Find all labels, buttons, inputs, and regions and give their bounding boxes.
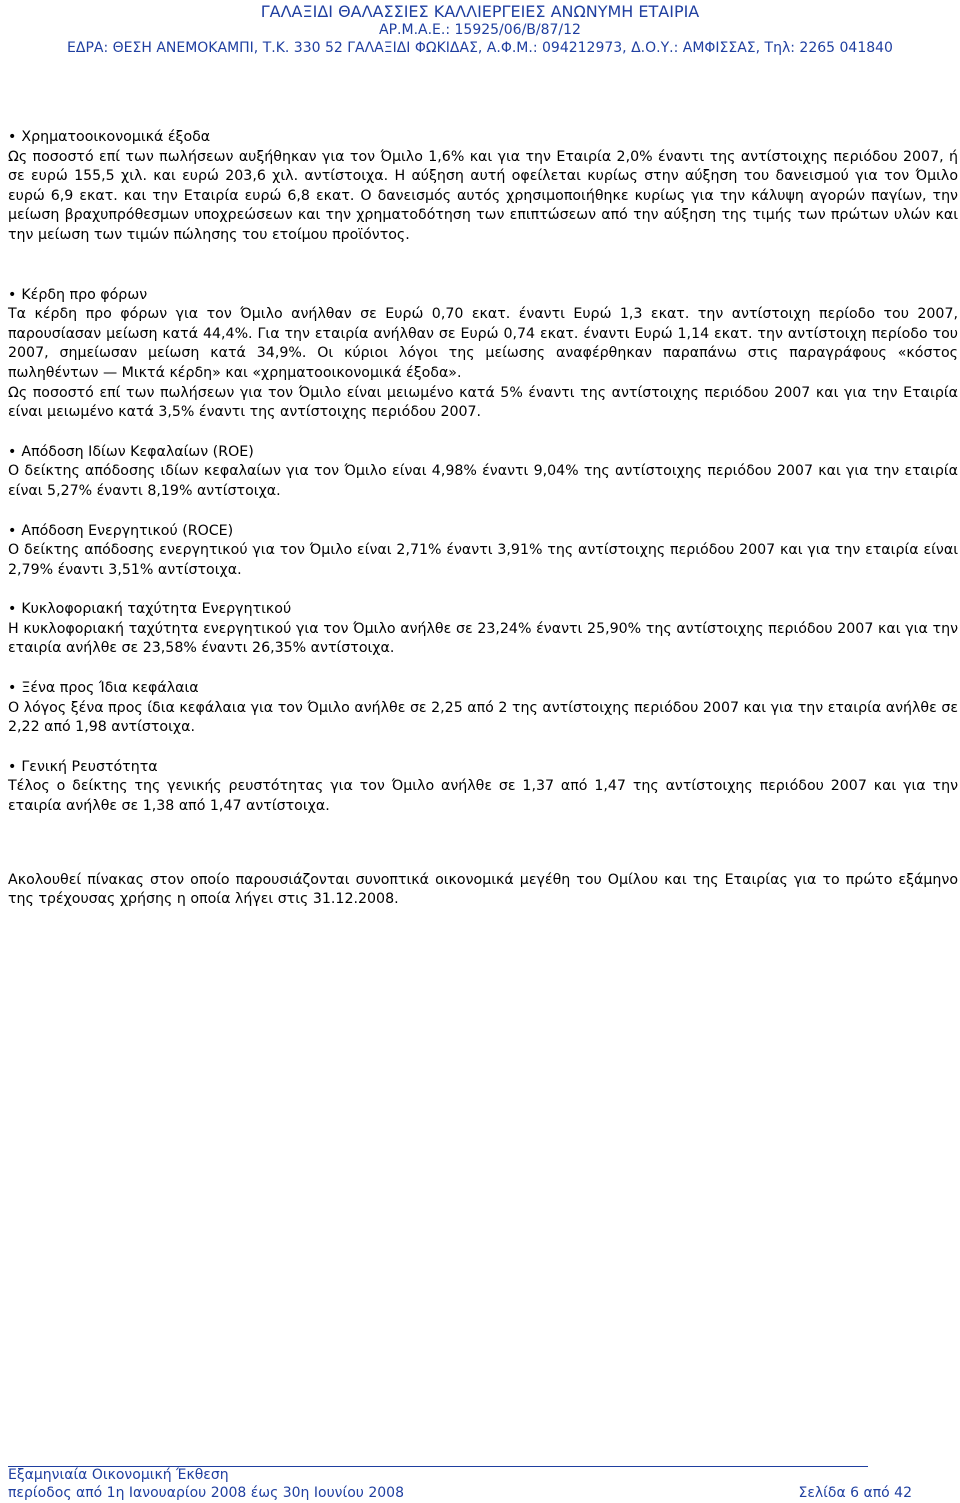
page-number: Σελίδα 6 από 42 [798,1485,912,1501]
section-paragraph: Ο δείκτης απόδοσης ιδίων κεφαλαίων για τον Όμιλο είναι 4,98% έναντι 9,04% της αντίστοιχης περιόδου 2007 και για την εταιρία είναι 5,27% έναντι 8,19% αντίστοιχα. [8,463,958,499]
company-name: ΓΑΛΑΞΙΔΙ ΘΑΛΑΣΣΙΕΣ ΚΑΛΛΙΕΡΓΕΙΕΣ ΑΝΩΝΥΜΗ ΕΤΑΙΡΙΑ [260,2,700,21]
section-paragraph: Ο δείκτης απόδοσης ενεργητικού για τον Όμιλο είναι 2,71% έναντι 3,91% της αντίστοιχης περιόδου 2007 και για την εταιρία είναι 2,79% έναντι 3,51% αντίστοιχα. [8,542,958,578]
footer-report-title: Εξαμηνιαία Οικονομική Έκθεση [8,1467,229,1483]
section-paragraph: Η κυκλοφοριακή ταχύτητα ενεργητικού για τον Όμιλο ανήλθε σε 23,24% έναντι 25,90% της αντίστοιχης περιόδου 2007 και για την εταιρία ανήλθε σε 23,58% έναντι 26,35% αντίστοιχα. [8,620,958,657]
section-asset-turnover [8,600,958,659]
section-heading: • Χρηματοοικονομικά έξοδα [8,128,958,148]
section-heading: • Κέρδη προ φόρων [8,286,958,306]
document-footer [8,1466,912,1502]
registry-number: ΑΡ.Μ.Α.Ε.: 15925/06/Β/87/12 [379,22,581,38]
footer-divider [8,1466,868,1467]
section-heading: • Ξένα προς Ίδια κεφάλαια [8,679,958,699]
section-paragraph: Ως ποσοστό επί των πωλήσεων αυξήθηκαν για τον Όμιλο 1,6% και για την Εταιρία 2,0% έναντι της αντίστοιχης περιόδου 2007, ή σε ευρώ 155,5 χιλ. και ευρώ 203,6 χιλ. αντίστοιχα. Η αύξηση αυτή οφείλεται κυρίως στην αύξηση του δανεισμού για τον Όμιλο ευρώ 6,9 εκατ. και την Εταιρία ευρώ 6,8 εκατ. Ο δανεισμός αυτός χρησιμοποιήθηκε κυρίως για την κάλυψη αγορών παγίων, την μείωση βραχυπρόθεσμων υποχρεώσεων και την χρηματοδότηση των επιπτώσεων από την αύξηση της τιμής των πρώτων υλών και την μείωση των τιμών πώλησης του ετοίμου προϊόντος. [8,148,958,243]
section-heading: • Γενική Ρευστότητα [8,758,958,778]
document-header [0,2,960,57]
section-financial-expenses [8,128,958,246]
section-paragraph: Τα κέρδη προ φόρων για τον Όμιλο ανήλθαν σε Ευρώ 0,70 εκατ. έναντι Ευρώ 1,3 εκατ. την αντίστοιχη περίοδο του 2007, παρουσίασαν μείωση κατά 44,4%. Για την εταιρία ανήλθαν σε Ευρώ 0,74 εκατ. έναντι Ευρώ 1,14 εκατ. την αντίστοιχη περίοδο του 2007, σημείωσαν μείωση κατά 34,9%. Οι κύριοι λόγοι της μείωσης αναφέρθηκαν παραπάνω στις παραγράφους «κόστος πωληθέντων — Μικτά κέρδη» και «χρηματοοικονομικά έξοδα». [8,306,958,381]
closing-paragraph: Ακολουθεί πίνακας στον οποίο παρουσιάζονται συνοπτικά οικονομικά μεγέθη του Ομίλου και της Εταιρίας για το πρώτο εξάμηνο της τρέχουσας χρήσης η οποία λήγει στις 31.12.2008. [8,871,958,908]
section-heading: • Απόδοση Ενεργητικού (ROCE) [8,522,958,542]
footer-period: περίοδος από 1η Ιανουαρίου 2008 έως 30η Ιουνίου 2008 [8,1485,404,1501]
company-address: ΕΔΡΑ: ΘΕΣΗ ΑΝΕΜΟΚΑΜΠΙ, Τ.Κ. 330 52 ΓΑΛΑΞΙΔΙ ΦΩΚΙΔΑΣ, Α.Φ.Μ.: 094212973, Δ.Ο.Υ.: ΑΜΦΙΣΣΑΣ, Τηλ: 2265 041840 [67,40,893,56]
section-heading: • Απόδοση Ιδίων Κεφαλαίων (ROE) [8,443,958,463]
section-paragraph: Τέλος ο δείκτης της γενικής ρευστότητας για τον Όμιλο ανήλθε σε 1,37 από 1,47 της αντίστοιχης περιόδου 2007 και για την εταιρία ανήλθε σε 1,38 από 1,47 αντίστοιχα. [8,778,958,815]
section-current-ratio [8,758,958,817]
section-pretax-profit [8,286,958,423]
section-debt-to-equity [8,679,958,738]
section-paragraph: Ο λόγος ξένα προς ίδια κεφάλαια για τον Όμιλο ανήλθε σε 2,25 από 2 της αντίστοιχης περιόδου 2007 και για την εταιρία ανήλθε σε 2,22 από 1,98 αντίστοιχα. [8,699,958,736]
document-body [8,128,958,910]
section-roe [8,443,958,502]
section-paragraph: Ως ποσοστό επί των πωλήσεων για τον Όμιλο είναι μειωμένο κατά 5% έναντι της αντίστοιχης περιόδου 2007 και για την Εταιρία είναι μειωμένο κατά 3,5% έναντι της αντίστοιχης περιόδου 2007. [8,384,958,421]
section-heading: • Κυκλοφοριακή ταχύτητα Ενεργητικού [8,600,958,620]
section-roce [8,522,958,581]
